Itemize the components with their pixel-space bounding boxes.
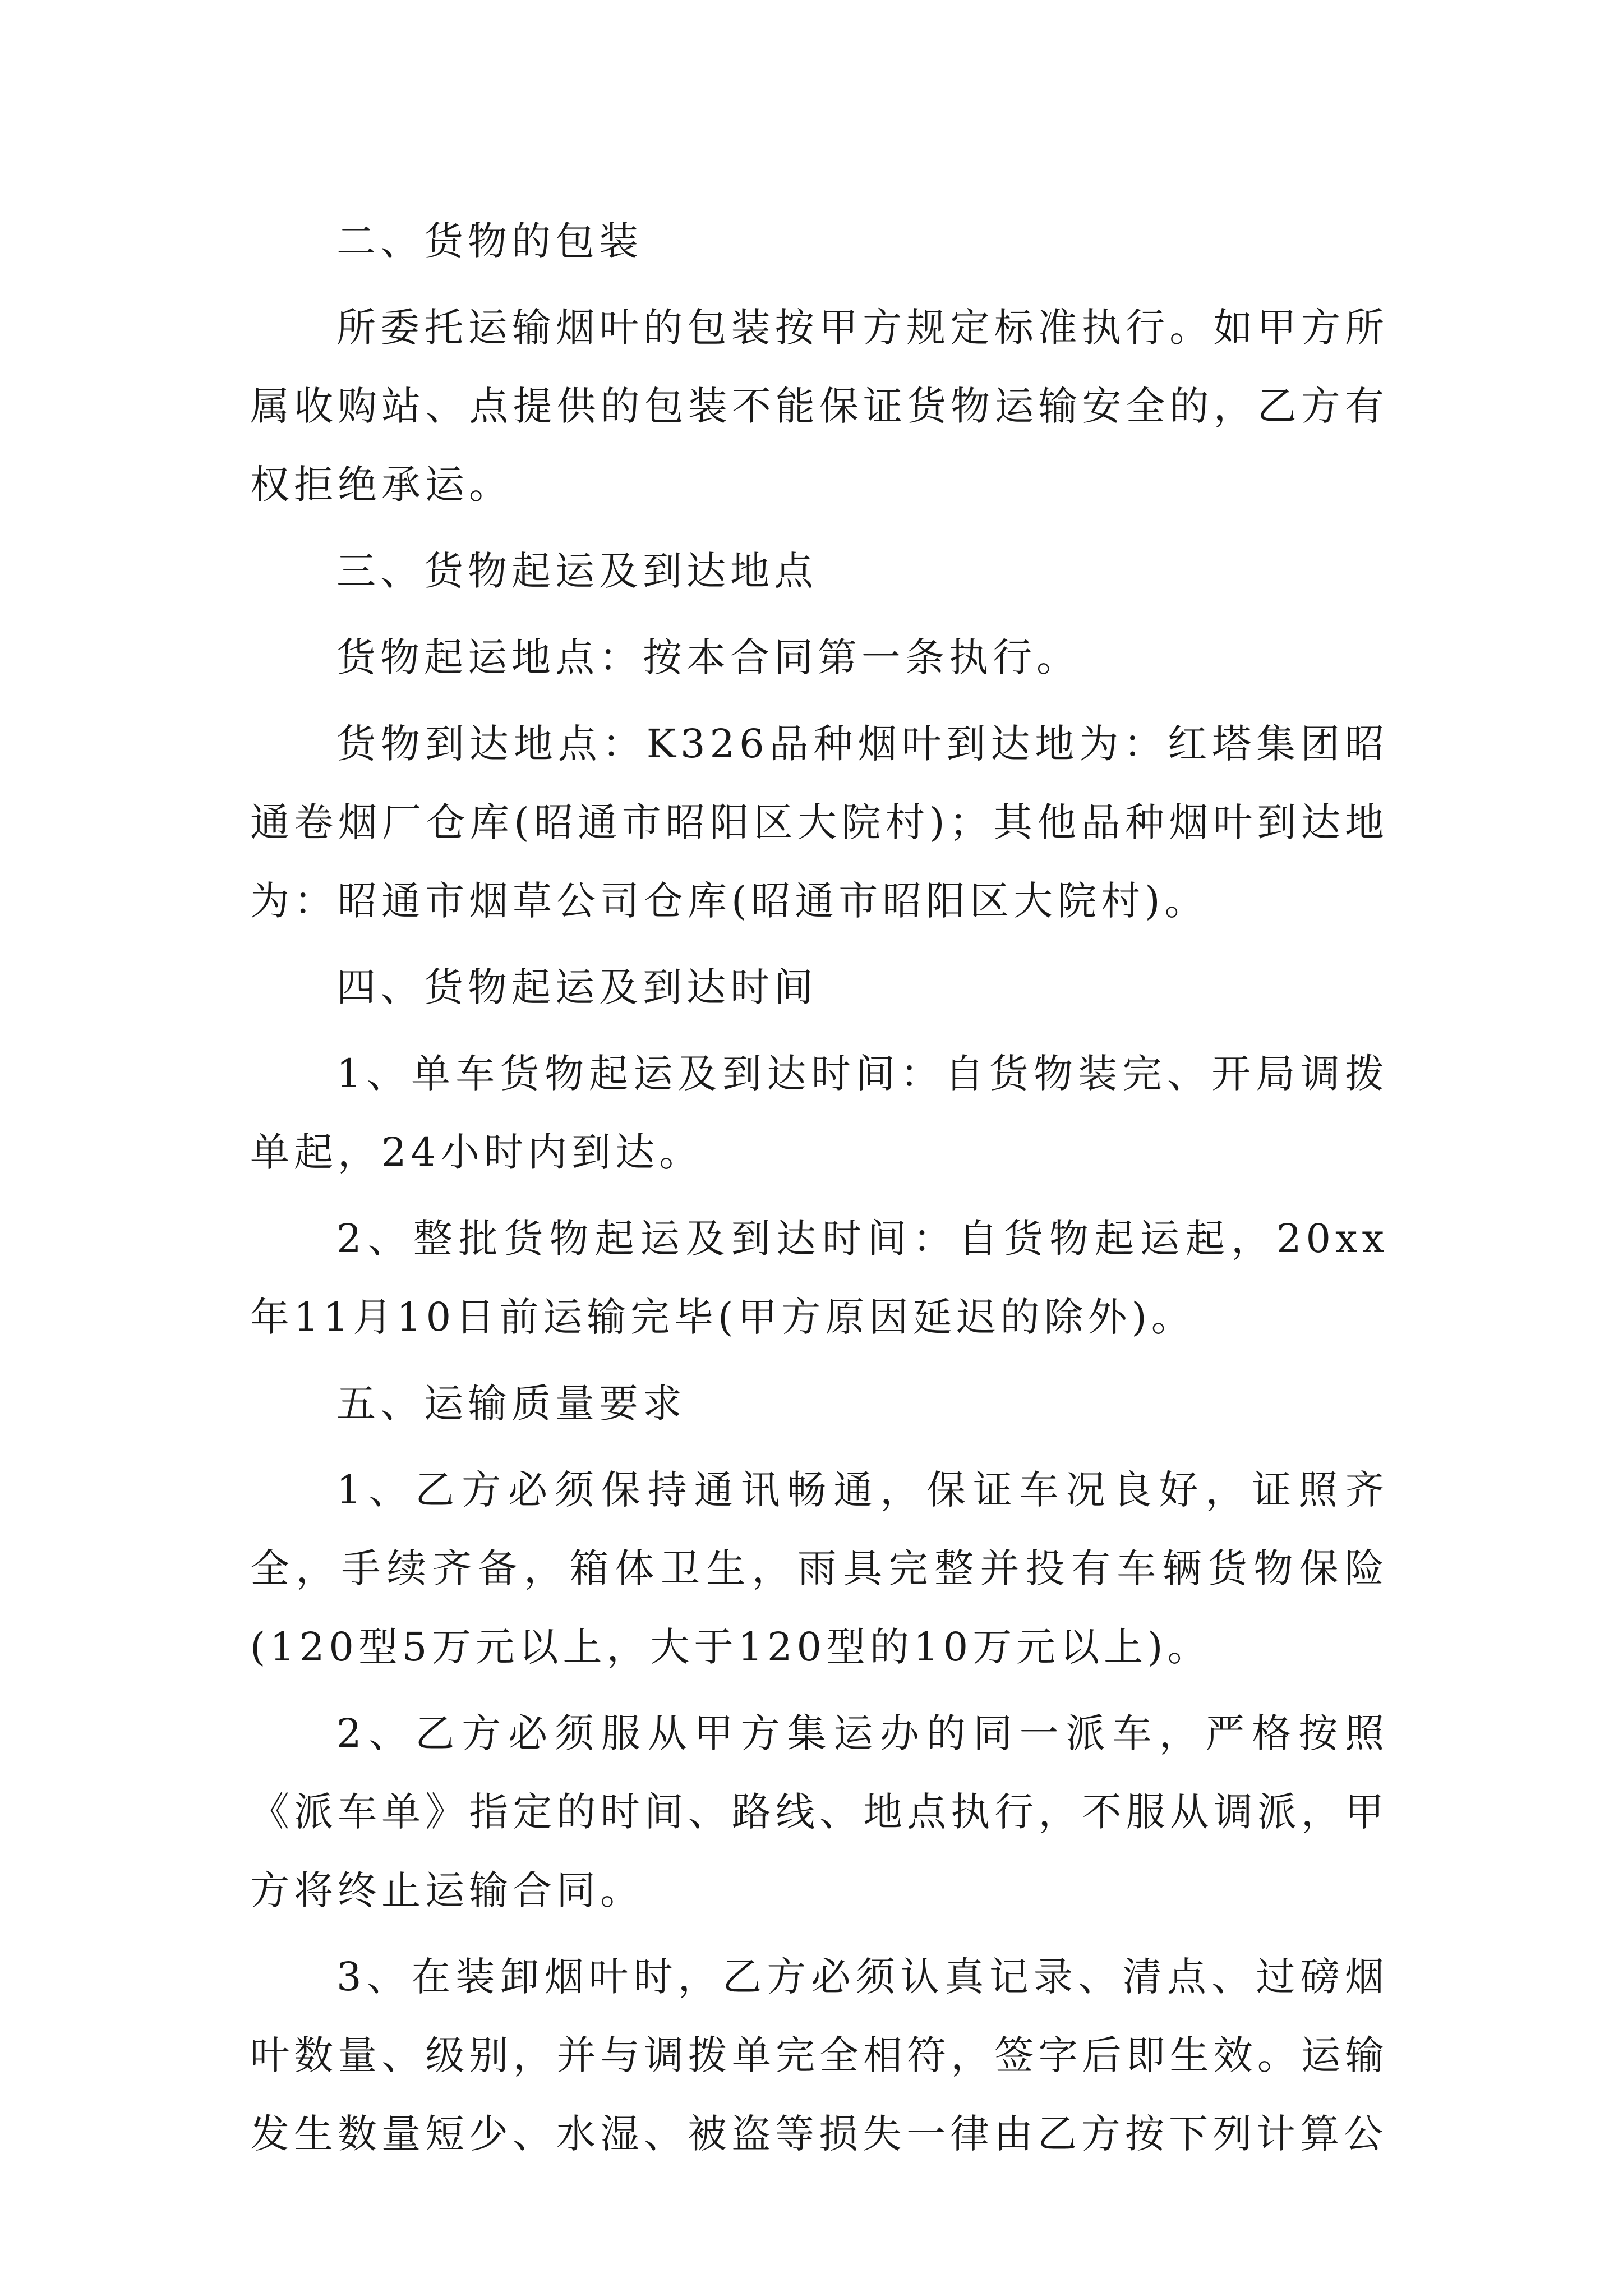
section-heading-quality: 五、运输质量要求 [336, 1381, 686, 1427]
paragraph-quality-2: 2、乙方必须服从甲方集运办的同一派车，严格按照《派车单》指定的时间、路线、地点执行，不服从调派，甲方将终止运输合同。 [250, 1710, 1389, 1913]
section-heading-timing: 四、货物起运及到达时间 [336, 964, 818, 1010]
section-heading-locations: 三、货物起运及到达地点 [336, 548, 818, 594]
document-body [250, 202, 1389, 2181]
paragraph-packaging-standard: 所委托运输烟叶的包装按甲方规定标准执行。如甲方所属收购站、点提供的包装不能保证货物运输安全的，乙方有权拒绝承运。 [250, 305, 1389, 508]
section-heading-packaging: 二、货物的包装 [336, 218, 643, 264]
paragraph-batch-time: 2、整批货物起运及到达时间：自货物起运起，20xx年11月10日前运输完毕(甲方原因延迟的除外)。 [250, 1216, 1389, 1340]
paragraph-quality-3: 3、在装卸烟叶时，乙方必须认真记录、清点、过磅烟叶数量、级别，并与调拨单完全相符，签字后即生效。运输发生数量短少、水湿、被盗等损失一律由乙方按下列计算公 [250, 1954, 1389, 2157]
paragraph-single-vehicle-time: 1、单车货物起运及到达时间：自货物装完、开局调拨单起，24小时内到达。 [250, 1051, 1389, 1175]
paragraph-origin-location: 货物起运地点：按本合同第一条执行。 [336, 634, 1080, 680]
paragraph-destination-location: 货物到达地点：K326品种烟叶到达地为：红塔集团昭通卷烟厂仓库(昭通市昭阳区大院村)；其他品种烟叶到达地为：昭通市烟草公司仓库(昭通市昭阳区大院村)。 [250, 721, 1389, 924]
paragraph-quality-1: 1、乙方必须保持通讯畅通，保证车况良好，证照齐全，手续齐备，箱体卫生，雨具完整并投有车辆货物保险(120型5万元以上，大于120型的10万元以上)。 [250, 1467, 1389, 1670]
